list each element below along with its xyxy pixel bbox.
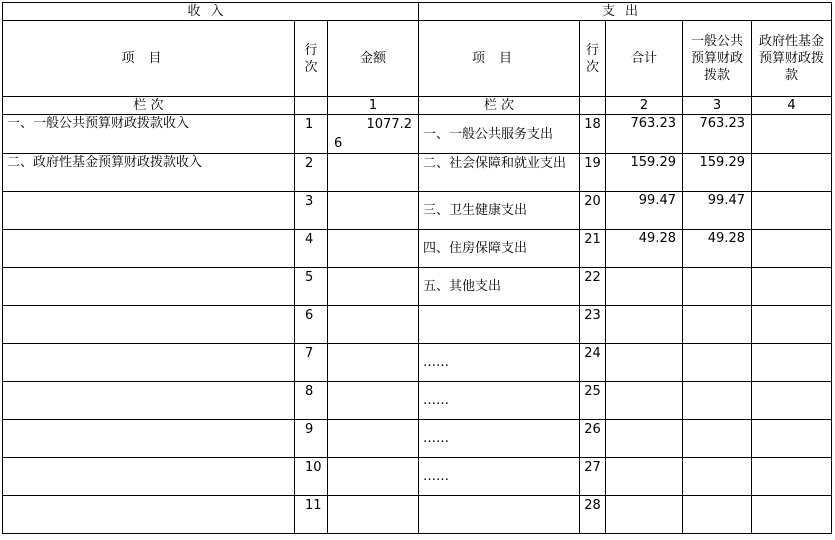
general-budget-header: 一般公共预算财政拨款 xyxy=(683,21,752,97)
expense-line-no: 23 xyxy=(580,306,606,344)
expense-line-no: 22 xyxy=(580,268,606,306)
expense-total: 49.28 xyxy=(606,230,683,268)
income-item xyxy=(3,382,295,420)
income-amount: 1077.2 6 xyxy=(328,115,419,154)
expense-line-no: 21 xyxy=(580,230,606,268)
income-item xyxy=(3,458,295,496)
general-budget-amount xyxy=(683,420,752,458)
expense-line-header: 行次 xyxy=(580,21,606,97)
gov-fund-amount xyxy=(752,230,832,268)
income-item xyxy=(3,192,295,230)
expense-total xyxy=(606,268,683,306)
expense-item xyxy=(419,306,580,344)
expense-line-no: 20 xyxy=(580,192,606,230)
expense-line-no: 26 xyxy=(580,420,606,458)
expense-total: 159.29 xyxy=(606,154,683,192)
table-row xyxy=(3,458,832,496)
expense-item: 三、卫生健康支出 xyxy=(419,192,580,230)
income-amount xyxy=(328,230,419,268)
expense-line-no: 19 xyxy=(580,154,606,192)
income-line-no: 5 xyxy=(295,268,328,306)
data-rows xyxy=(3,115,832,534)
expense-total xyxy=(606,496,683,534)
income-item xyxy=(3,268,295,306)
expense-item: 四、住房保障支出 xyxy=(419,230,580,268)
general-budget-amount xyxy=(683,458,752,496)
income-amount xyxy=(328,344,419,382)
general-budget-amount xyxy=(683,344,752,382)
expense-item: 五、其他支出 xyxy=(419,268,580,306)
index-col-4: 4 xyxy=(752,97,832,115)
gov-fund-amount xyxy=(752,192,832,230)
index-col-3: 3 xyxy=(683,97,752,115)
general-budget-amount xyxy=(683,268,752,306)
income-amount xyxy=(328,420,419,458)
gov-fund-amount xyxy=(752,420,832,458)
table-row xyxy=(3,192,832,230)
income-item xyxy=(3,306,295,344)
general-budget-amount: 49.28 xyxy=(683,230,752,268)
income-line-no: 10 xyxy=(295,458,328,496)
gov-fund-amount xyxy=(752,154,832,192)
income-item xyxy=(3,230,295,268)
income-line-no: 11 xyxy=(295,496,328,534)
income-amount xyxy=(328,496,419,534)
budget-table xyxy=(2,2,832,534)
gov-fund-amount xyxy=(752,268,832,306)
expense-line-no: 24 xyxy=(580,344,606,382)
table-row xyxy=(3,420,832,458)
expense-header: 支出 xyxy=(419,3,832,21)
index-col-1: 1 xyxy=(328,97,419,115)
expense-item-header: 项目 xyxy=(419,21,580,97)
expense-total xyxy=(606,458,683,496)
expense-item xyxy=(419,496,580,534)
income-amount xyxy=(328,382,419,420)
index-label-right: 栏 次 xyxy=(419,97,580,115)
table-row xyxy=(3,306,832,344)
income-amount xyxy=(328,268,419,306)
general-budget-amount xyxy=(683,382,752,420)
expense-total xyxy=(606,420,683,458)
gov-fund-header: 政府性基金预算财政拨款 xyxy=(752,21,832,97)
index-blank-left xyxy=(295,97,328,115)
income-amount xyxy=(328,192,419,230)
table-row xyxy=(3,268,832,306)
expense-item: …… xyxy=(419,344,580,382)
expense-line-no: 25 xyxy=(580,382,606,420)
table-row xyxy=(3,382,832,420)
expense-total: 763.23 xyxy=(606,115,683,154)
income-amount xyxy=(328,154,419,192)
income-item: 二、政府性基金预算财政拨款收入 xyxy=(3,154,295,192)
gov-fund-amount xyxy=(752,496,832,534)
general-budget-amount xyxy=(683,496,752,534)
expense-total: 99.47 xyxy=(606,192,683,230)
gov-fund-amount xyxy=(752,115,832,154)
income-line-no: 9 xyxy=(295,420,328,458)
index-label-left: 栏 次 xyxy=(3,97,295,115)
general-budget-amount: 99.47 xyxy=(683,192,752,230)
income-line-no: 2 xyxy=(295,154,328,192)
table-row xyxy=(3,115,832,154)
expense-item: …… xyxy=(419,458,580,496)
expense-total xyxy=(606,306,683,344)
income-item xyxy=(3,496,295,534)
expense-total-header: 合计 xyxy=(606,21,683,97)
income-item xyxy=(3,420,295,458)
index-col-2: 2 xyxy=(606,97,683,115)
expense-item: 一、一般公共服务支出 xyxy=(419,115,580,154)
income-line-no: 6 xyxy=(295,306,328,344)
expense-item: …… xyxy=(419,382,580,420)
table-row xyxy=(3,496,832,534)
income-line-no: 4 xyxy=(295,230,328,268)
expense-line-no: 28 xyxy=(580,496,606,534)
income-line-no: 1 xyxy=(295,115,328,154)
income-amount-header: 金额 xyxy=(328,21,419,97)
gov-fund-amount xyxy=(752,306,832,344)
gov-fund-amount xyxy=(752,344,832,382)
expense-item: 二、社会保障和就业支出 xyxy=(419,154,580,192)
table-row xyxy=(3,344,832,382)
index-blank-right xyxy=(580,97,606,115)
income-item: 一、一般公共预算财政拨款收入 xyxy=(3,115,295,154)
income-amount xyxy=(328,306,419,344)
expense-item: …… xyxy=(419,420,580,458)
expense-line-no: 18 xyxy=(580,115,606,154)
income-line-no: 3 xyxy=(295,192,328,230)
table-row xyxy=(3,230,832,268)
gov-fund-amount xyxy=(752,382,832,420)
income-item xyxy=(3,344,295,382)
table-row xyxy=(3,154,832,192)
income-amount xyxy=(328,458,419,496)
general-budget-amount: 159.29 xyxy=(683,154,752,192)
expense-line-no: 27 xyxy=(580,458,606,496)
expense-total xyxy=(606,382,683,420)
income-line-no: 7 xyxy=(295,344,328,382)
income-item-header: 项目 xyxy=(3,21,295,97)
income-line-header: 行次 xyxy=(295,21,328,97)
income-line-no: 8 xyxy=(295,382,328,420)
general-budget-amount xyxy=(683,306,752,344)
income-header: 收入 xyxy=(3,3,419,21)
general-budget-amount: 763.23 xyxy=(683,115,752,154)
expense-total xyxy=(606,344,683,382)
gov-fund-amount xyxy=(752,458,832,496)
